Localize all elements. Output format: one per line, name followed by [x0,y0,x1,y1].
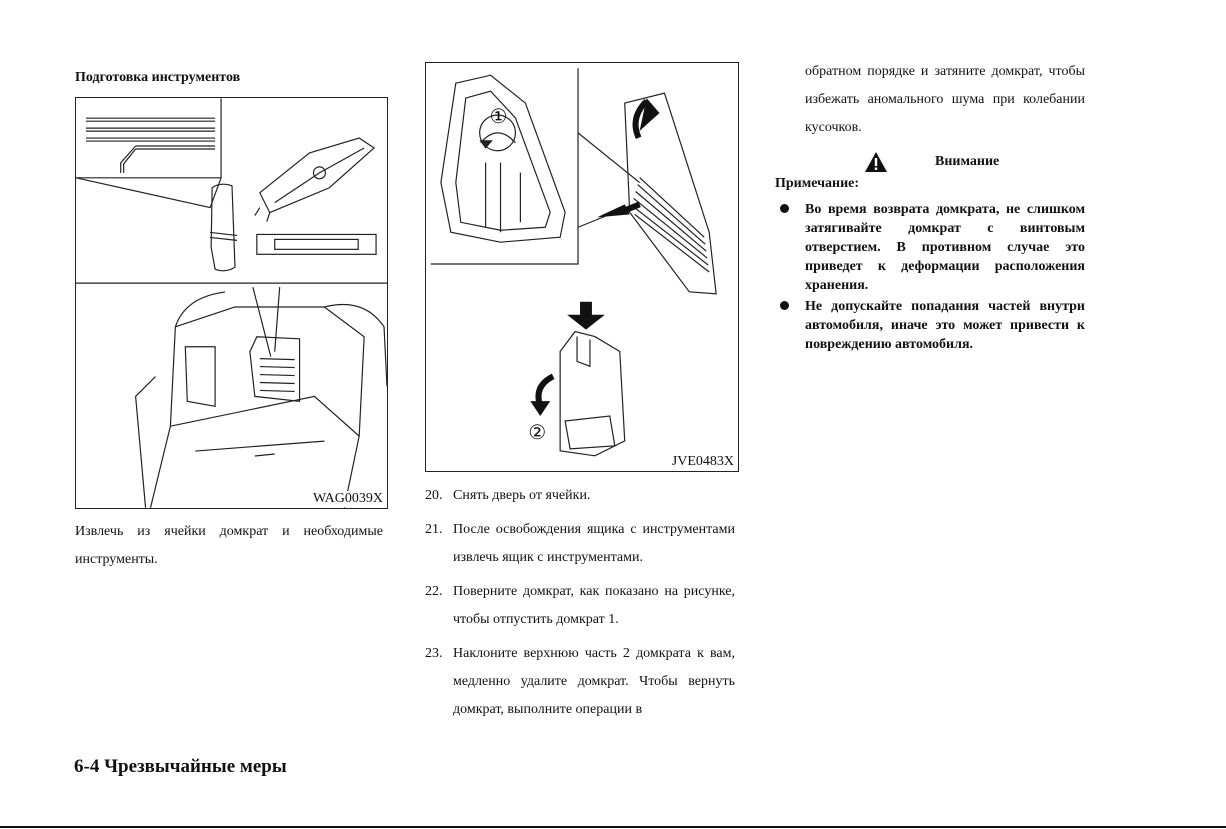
callout-2: ② [528,420,547,444]
step-number: 20. [425,488,443,503]
left-paragraph: Извлечь из ячейки домкрат и необходимые инструменты. [75,524,383,567]
step-item [425,516,735,572]
bottom-divider [0,826,1226,828]
page-footer: 6-4 Чрезвычайные меры [74,756,287,777]
note-bullet [775,200,1085,295]
caution-header [860,150,1085,176]
section-title: Подготовка инструментов [75,70,241,85]
note-bullet [775,297,1085,354]
step-item [425,640,735,724]
bullet-dot-icon [780,204,789,213]
step-text: После освобождения ящика с инструментами извлечь ящик с инструментами. [453,522,735,565]
warning-icon [864,151,888,173]
callout-1: ① [489,104,508,128]
step-item [425,578,735,634]
jack-removal-illustration [426,63,738,471]
figure-code-left: WAG0039X [313,491,383,506]
jack-removal-figure [425,62,739,472]
step-text: Наклоните верхнюю часть 2 домкрата к вам, медленно удалите домкрат. Чтобы вернуть домкрат, выполните операции в [453,646,735,717]
step-number: 23. [425,646,443,661]
step-text: Снять дверь от ячейки. [453,488,591,503]
note-bullet-text: Не допускайте попадания частей внутри автомобиля, иначе это может привести к повреждению автомобиля. [805,299,1085,352]
continuation-paragraph: обратном порядке и затяните домкрат, чтобы избежать аномального шума при колебании кусочков. [805,64,1085,135]
bullet-dot-icon [780,301,789,310]
caution-title: Внимание [935,154,1000,169]
step-number: 22. [425,584,443,599]
note-bullet-text: Во время возврата домкрата, не слишком затягивайте домкрат с винтовым отверстием. В противном случае это приведет к деформации расположения хранения. [805,202,1085,293]
tools-illustration [76,98,387,508]
step-text: Поверните домкрат, как показано на рисунке, чтобы отпустить домкрат 1. [453,584,735,627]
step-number: 21. [425,522,443,537]
tools-figure [75,97,388,509]
note-label: Примечание: [775,176,860,191]
step-item [425,482,735,510]
steps-list [425,482,735,730]
note-bullets [775,200,1085,356]
figure-code-middle: JVE0483X [671,454,734,469]
